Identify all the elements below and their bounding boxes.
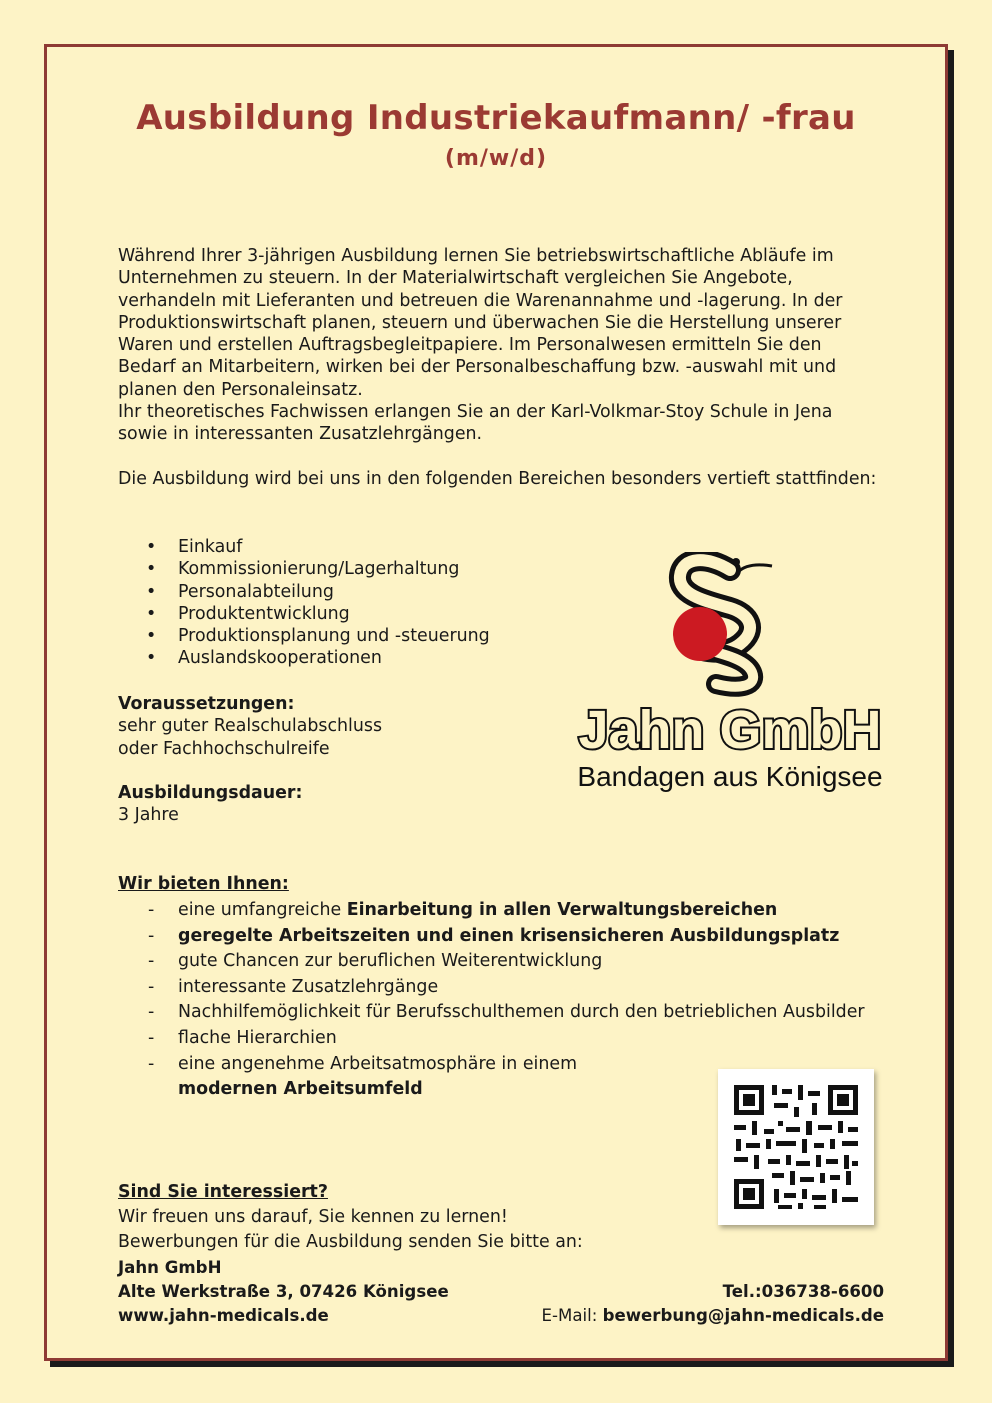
contact-line-1: Wir freuen uns darauf, Sie kennen zu lernen!	[118, 1207, 508, 1227]
intro-paragraph-3: Die Ausbildung wird bei uns in den folgenden Bereichen besonders vertieft stattfinden:	[118, 468, 877, 489]
duration-section	[118, 782, 302, 827]
requirements-section	[118, 693, 382, 760]
duration-heading: Ausbildungsdauer:	[118, 783, 303, 803]
list-item: - flache Hierarchien	[118, 1026, 888, 1052]
logo-tagline: Bandagen aus Königsee	[577, 761, 883, 792]
email-line	[542, 1304, 884, 1328]
intro-spacer	[118, 446, 878, 468]
contact-details	[542, 1280, 884, 1328]
duration-value: 3 Jahre	[118, 805, 179, 826]
list-item: • Einkauf	[118, 536, 490, 558]
offer-text-bold: modernen Arbeitsumfeld	[178, 1079, 423, 1100]
list-item: • Produktentwicklung	[118, 603, 490, 625]
offer-text: eine angenehme Arbeitsatmosphäre in einem	[178, 1053, 578, 1074]
qr-code	[718, 1069, 874, 1225]
areas-list	[118, 536, 490, 670]
page-subtitle: (m/w/d)	[444, 146, 548, 171]
list-item: • Kommissionierung/Lagerhaltung	[118, 558, 490, 580]
requirements-line-1: sehr guter Realschulabschluss	[118, 716, 383, 737]
list-item: - Nachhilfemöglichkeit für Berufsschulthemen durch den betrieblichen Ausbilder	[118, 1000, 888, 1026]
offer-text-bold: geregelte Arbeitszeiten und einen krisensicheren Ausbildungsplatz	[178, 925, 840, 946]
offer-text: eine umfangreiche	[178, 900, 347, 920]
list-item: • Personalabteilung	[118, 581, 490, 603]
company-address: Alte Werkstraße 3, 07426 Königsee	[118, 1282, 449, 1301]
logo-name: Jahn GmbH	[578, 700, 882, 760]
company-website[interactable]: www.jahn-medicals.de	[118, 1306, 329, 1325]
list-item	[118, 924, 888, 950]
contact-text	[118, 1205, 583, 1255]
intro-paragraph-2: Ihr theoretisches Fachwissen erlangen Sie an der Karl-Volkmar-Stoy Schule in Jena sowie in interessanten Zusatzlehrgängen.	[118, 402, 833, 445]
company-name: Jahn GmbH	[118, 1258, 222, 1277]
offers-heading: Wir bieten Ihnen:	[118, 874, 289, 894]
email-label: E-Mail:	[541, 1306, 603, 1325]
intro-paragraph-1: Während Ihrer 3-jährigen Ausbildung lernen Sie betriebswirtschaftliche Abläufe im Unternehmen zu steuern. In der Materialwirtschaft vergleichen Sie Angebote, verhandeln mit Lieferanten und betreuen die Warenannahme und -lagerung. In der Produktionswirtschaft planen, steuern und überwachen Sie die Herstellung unserer Waren und erstellen Auftragsbegleitpapiere. Im Personalwesen ermitteln Sie den Bedarf an Mitarbeitern, wirken bei der Personalbeschaffung bzw. -auswahl mit und planen den Personaleinsatz.	[118, 246, 843, 400]
jahn-logo	[560, 552, 900, 792]
list-item: - interessante Zusatzlehrgänge	[118, 975, 888, 1001]
requirements-heading: Voraussetzungen:	[118, 694, 295, 714]
address-block	[118, 1256, 449, 1328]
list-item: • Auslandskooperationen	[118, 647, 490, 669]
contact-heading: Sind Sie interessiert?	[118, 1182, 328, 1202]
offer-text-bold: Einarbeitung in allen Verwaltungsbereichen	[346, 900, 778, 920]
page-title: Ausbildung Industriekaufmann/ -frau	[136, 98, 856, 138]
email-address[interactable]: bewerbung@jahn-medicals.de	[602, 1306, 884, 1325]
contact-line-2: Bewerbungen für die Ausbildung senden Sie bitte an:	[118, 1232, 583, 1252]
qr-code-icon	[718, 1069, 874, 1225]
list-item	[118, 898, 888, 924]
list-item: - gute Chancen zur beruflichen Weiterentwicklung	[118, 949, 888, 975]
requirements-line-2: oder Fachhochschulreife	[118, 738, 330, 759]
list-item: • Produktionsplanung und -steuerung	[118, 625, 490, 647]
phone-number[interactable]: Tel.:036738-6600	[722, 1282, 884, 1301]
snake-s-icon	[673, 558, 772, 687]
intro-text	[118, 245, 878, 490]
